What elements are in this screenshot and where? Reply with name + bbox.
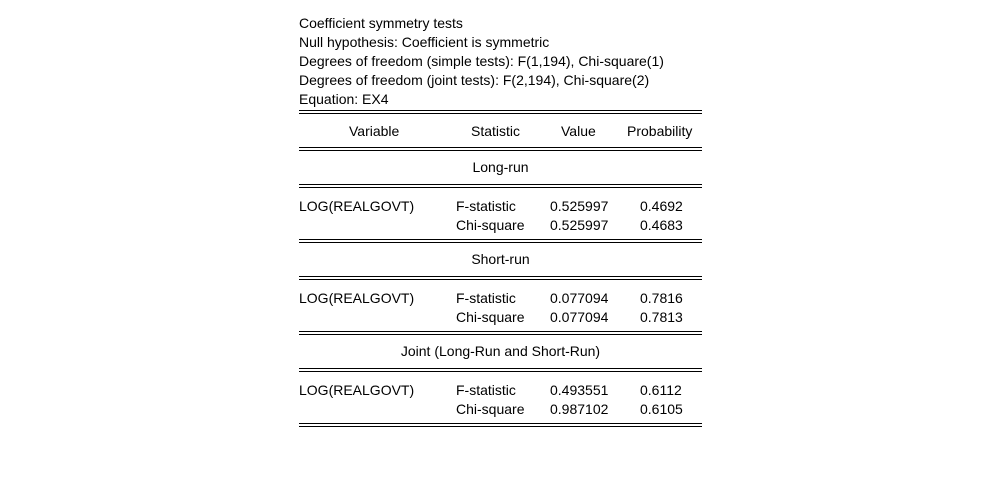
table-row [299, 197, 702, 216]
probability-cell: 0.6105 [640, 401, 683, 417]
table-rule [299, 184, 702, 188]
section-label-short-run: Short-run [471, 251, 530, 267]
output-title: Coefficient symmetry tests [299, 15, 463, 31]
probability-cell: 0.4692 [640, 198, 683, 214]
variable-cell: LOG(REALGOVT) [299, 198, 415, 214]
df-joint-tests: Degrees of freedom (joint tests): F(2,194), Chi-square(2) [299, 72, 650, 88]
value-cell: 0.525997 [550, 198, 609, 214]
table-row [299, 216, 702, 235]
probability-cell: 0.7816 [640, 290, 683, 306]
column-header-probability: Probability [627, 123, 693, 139]
probability-cell: 0.6112 [640, 382, 682, 398]
table-row [299, 308, 702, 327]
column-header-statistic: Statistic [471, 123, 521, 139]
symmetry-test-output [299, 14, 702, 427]
statistic-cell: Chi-square [456, 217, 525, 233]
column-header-variable: Variable [349, 123, 400, 139]
table-rule [299, 331, 702, 335]
table-rule [299, 110, 702, 114]
table-row [299, 289, 702, 308]
value-cell: 0.987102 [550, 401, 609, 417]
statistic-cell: Chi-square [456, 309, 525, 325]
statistic-cell: F-statistic [456, 198, 516, 214]
section-label-long-run: Long-run [472, 159, 529, 175]
value-cell: 0.493551 [550, 382, 609, 398]
probability-cell: 0.7813 [640, 309, 683, 325]
column-header-value: Value [561, 123, 596, 139]
df-simple-tests: Degrees of freedom (simple tests): F(1,194), Chi-square(1) [299, 53, 664, 69]
statistic-cell: F-statistic [456, 290, 516, 306]
variable-cell: LOG(REALGOVT) [299, 290, 415, 306]
variable-cell: LOG(REALGOVT) [299, 382, 415, 398]
statistic-cell: F-statistic [456, 382, 516, 398]
table-row [299, 400, 702, 419]
table-row [299, 381, 702, 400]
null-hypothesis: Null hypothesis: Coefficient is symmetric [299, 34, 550, 50]
section-label-joint: Joint (Long-Run and Short-Run) [400, 343, 601, 359]
table-rule [299, 368, 702, 372]
table-rule [299, 147, 702, 151]
table-rule [299, 276, 702, 280]
probability-cell: 0.4683 [640, 217, 683, 233]
table-rule [299, 423, 702, 427]
value-cell: 0.077094 [550, 309, 609, 325]
column-header-row [299, 122, 702, 141]
value-cell: 0.525997 [550, 217, 609, 233]
value-cell: 0.077094 [550, 290, 609, 306]
table-rule [299, 239, 702, 243]
equation-name: Equation: EX4 [299, 91, 389, 107]
statistic-cell: Chi-square [456, 401, 525, 417]
